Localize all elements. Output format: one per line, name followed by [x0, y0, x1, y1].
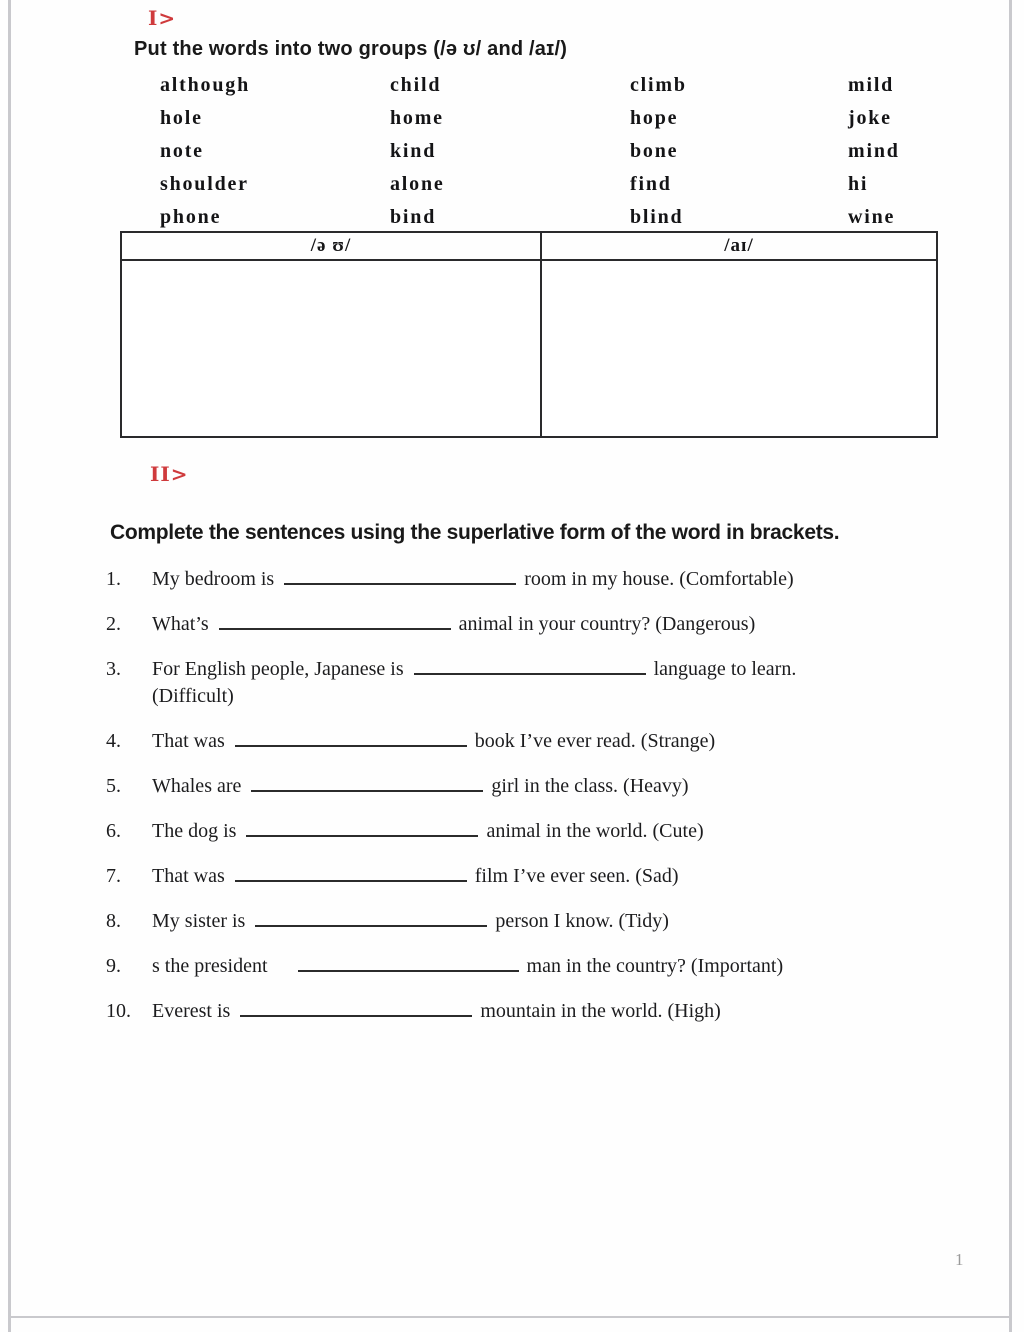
sentence-text-after: room in my house. (Comfortable) [524, 568, 794, 590]
section-1-title: Put the words into two groups (/ə ʊ/ and /aɪ/) [134, 38, 568, 60]
word: alone [390, 173, 445, 195]
sentence-text-before: My bedroom is [152, 568, 275, 590]
sentence-text-after: mountain in the world. (High) [480, 1000, 721, 1022]
answer-blank [235, 879, 467, 882]
answer-blank [298, 969, 519, 972]
sentence-item-9 [106, 953, 976, 980]
sentence-number: 3. [106, 658, 121, 680]
word: find [630, 173, 672, 195]
word: phone [160, 206, 222, 228]
sentence-text-before: s the president [152, 955, 268, 977]
word: mind [848, 140, 900, 162]
word: wine [848, 206, 896, 228]
word: although [160, 74, 250, 96]
phoneme-header-ou: /ə ʊ/ [121, 232, 541, 260]
sentence-text-after: animal in your country? (Dangerous) [458, 613, 756, 635]
sentence-text-before: For English people, Japanese is [152, 658, 404, 680]
word-list [160, 72, 960, 237]
answer-blank [246, 834, 478, 837]
word: child [390, 74, 442, 96]
sentence-number: 8. [106, 910, 121, 932]
sentence-text-second-line: (Difficult) [152, 685, 234, 707]
answer-blank [255, 924, 487, 927]
sentence-text-before: My sister is [152, 910, 246, 932]
word: hole [160, 107, 203, 129]
sentence-item-10 [106, 998, 976, 1025]
sentence-number: 9. [106, 955, 121, 977]
exercise-2-list [106, 566, 976, 1043]
word: mild [848, 74, 895, 96]
phoneme-answer-cell-ou [121, 260, 541, 437]
answer-blank [240, 1014, 472, 1017]
sentence-number: 2. [106, 613, 121, 635]
word: climb [630, 74, 687, 96]
sentence-item-1 [106, 566, 976, 593]
page-edge-bottom [10, 1316, 1010, 1318]
word: blind [630, 206, 684, 228]
sentence-number: 4. [106, 730, 121, 752]
section-1-marker: I> [148, 6, 177, 30]
sentence-text-before: That was [152, 865, 225, 887]
sentence-text-before: What’s [152, 613, 209, 635]
phoneme-header-ai: /aɪ/ [541, 232, 937, 260]
sentence-item-4 [106, 728, 976, 755]
word: bind [390, 206, 437, 228]
sentence-item-6 [106, 818, 976, 845]
sentence-text-after: girl in the class. (Heavy) [491, 775, 689, 797]
phoneme-answer-cell-ai [541, 260, 937, 437]
answer-blank [219, 627, 451, 630]
section-2-title: Complete the sentences using the superlative form of the word in brackets. [110, 521, 840, 544]
sentence-text-after: book I’ve ever read. (Strange) [474, 730, 716, 752]
page-edge-right [1009, 0, 1012, 1332]
word: hope [630, 107, 679, 129]
sentence-number: 7. [106, 865, 121, 887]
page-number: 1 [955, 1250, 964, 1269]
section-2-marker: II> [150, 462, 189, 486]
answer-blank [235, 744, 467, 747]
word: kind [390, 140, 437, 162]
sentence-text-after: man in the country? (Important) [526, 955, 784, 977]
word: hi [848, 173, 869, 195]
sentence-item-2 [106, 611, 976, 638]
sentence-item-7 [106, 863, 976, 890]
sentence-item-3 [106, 656, 976, 710]
word: shoulder [160, 173, 249, 195]
answer-blank [251, 789, 483, 792]
answer-blank [414, 672, 646, 675]
sentence-item-5 [106, 773, 976, 800]
sentence-text-after: language to learn. [653, 658, 797, 680]
sentence-text-before: Whales are [152, 775, 242, 797]
sentence-text-after: film I’ve ever seen. (Sad) [474, 865, 679, 887]
sentence-number: 5. [106, 775, 121, 797]
sentence-number: 6. [106, 820, 121, 842]
sentence-text-before: The dog is [152, 820, 237, 842]
phoneme-table-header-row [121, 232, 937, 260]
sentence-number: 1. [106, 568, 121, 590]
word: note [160, 140, 204, 162]
sentence-text-after: animal in the world. (Cute) [486, 820, 704, 842]
word: home [390, 107, 444, 129]
sentence-text-after: person I know. (Tidy) [495, 910, 669, 932]
sentence-text-before: Everest is [152, 1000, 231, 1022]
phoneme-table-answer-row [121, 260, 937, 437]
page-edge-left [8, 0, 11, 1332]
phoneme-table [120, 231, 938, 438]
sentence-text-before: That was [152, 730, 225, 752]
sentence-number: 10. [106, 1000, 131, 1022]
sentence-item-8 [106, 908, 976, 935]
word: bone [630, 140, 679, 162]
answer-blank [284, 582, 516, 585]
word: joke [848, 107, 892, 129]
